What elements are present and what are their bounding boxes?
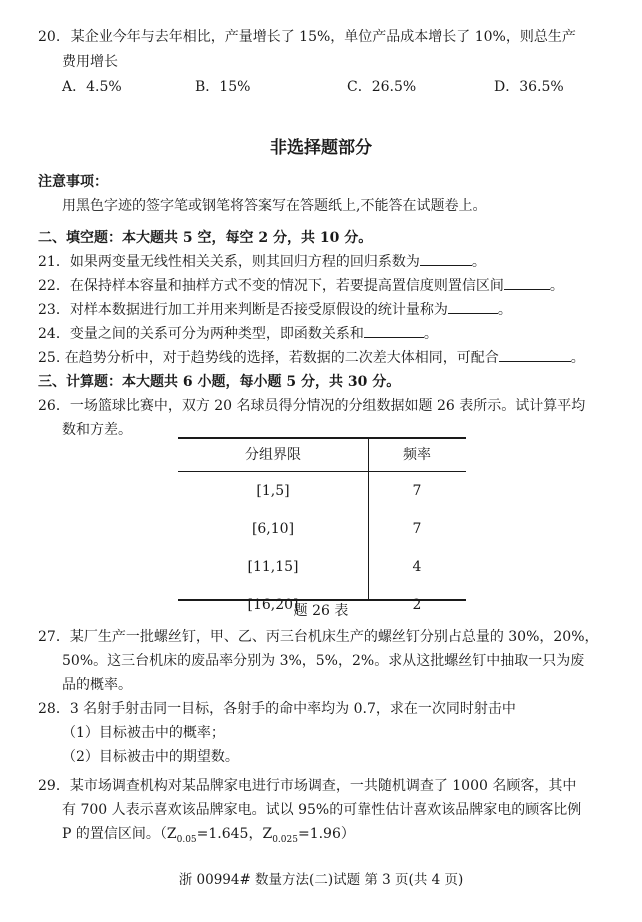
q28-sub1: （1）目标被击中的概率；	[62, 725, 225, 741]
q27-line2: 50%。这三台机床的废品率分别为 3%，5%，2%。求从这批螺丝钉中抽取一只为废	[62, 653, 585, 669]
table-cell-frequency: 7	[412, 521, 422, 537]
q26-line1: 26．一场篮球比赛中，双方 20 名球员得分情况的分组数据如题 26 表所示。试计算平均	[38, 398, 586, 414]
q21: 21．如果两变量无线性相关关系，则其回归方程的回归系数为 。	[38, 254, 486, 270]
notice-text: 用黑色字迹的签字笔或钢笔将答案写在答题纸上,不能答在试题卷上。	[62, 198, 487, 214]
q23-blank	[448, 301, 498, 314]
page-footer: 浙 00994# 数量方法(二)试题 第 3 页(共 4 页)	[178, 872, 464, 888]
q29-line2: 有 700 人表示喜欢该品牌家电。试以 95%的可靠性估计喜欢该品牌家电的顾客比例	[62, 802, 582, 818]
table-caption: 题 26 表	[293, 603, 349, 619]
q20-option-b: B．15%	[195, 79, 251, 95]
table-row	[178, 510, 466, 548]
q26-table	[178, 437, 466, 624]
table-header-frequency: 频率	[368, 437, 466, 472]
table-row	[178, 548, 466, 586]
q22: 22．在保持样本容量和抽样方式不变的情况下，若要提高置信度则置信区间 。	[38, 278, 564, 294]
table-header-row	[178, 437, 466, 472]
table-cell-group: [1,5]	[256, 483, 290, 499]
fill-in-heading: 二、填空题：本大题共 5 空，每空 2 分，共 10 分。	[38, 230, 373, 246]
q27-line3: 品的概率。	[62, 677, 132, 693]
q25-blank	[499, 349, 571, 362]
q20-line2: 费用增长	[62, 54, 118, 70]
section-title: 非选择题部分	[270, 138, 372, 158]
q26-line2: 数和方差。	[62, 422, 132, 438]
q22-blank	[504, 277, 550, 290]
q20-option-c: C．26.5%	[347, 79, 417, 95]
q28-sub2: （2）目标被击中的期望数。	[62, 749, 239, 765]
q20-option-a: A．4.5%	[62, 79, 122, 95]
table-cell-group: [16,20]	[247, 597, 299, 613]
q24: 24．变量之间的关系可分为两种类型，即函数关系和 。	[38, 326, 438, 342]
q20-line1: 20. 某企业今年与去年相比，产量增长了 15%，单位产品成本增长了 10%，则总生产	[38, 29, 576, 45]
table-cell-frequency: 2	[412, 597, 422, 613]
table-divider	[368, 437, 369, 601]
table-cell-frequency: 7	[412, 483, 422, 499]
q23: 23．对样本数据进行加工并用来判断是否接受原假设的统计量称为 。	[38, 302, 512, 318]
table-cell-group: [11,15]	[247, 559, 299, 575]
q29-line3: P 的置信区间。（$Z_{0.05}=1.645$，$Z_{0.025}=1.96$）	[62, 826, 355, 845]
table-row	[178, 472, 466, 511]
notice-heading: 注意事项：	[38, 174, 108, 190]
table-cell-group: [6,10]	[251, 521, 295, 537]
q20-option-d: D．36.5%	[494, 79, 564, 95]
q21-blank	[420, 253, 472, 266]
q24-blank	[364, 325, 424, 338]
table-cell-frequency: 4	[412, 559, 422, 575]
q28-line1: 28．3 名射手射击同一目标，各射手的命中率均为 0.7，求在一次同时射击中	[38, 701, 516, 717]
q27-line1: 27．某厂生产一批螺丝钉，甲、乙、丙三台机床生产的螺丝钉分别占总量的 30%，20%，	[38, 629, 599, 645]
table-header-group: 分组界限	[178, 437, 368, 472]
calc-heading: 三、计算题：本大题共 6 小题，每小题 5 分，共 30 分。	[38, 374, 401, 390]
q25: 25. 在趋势分析中，对于趋势线的选择，若数据的二次差大体相同，可配合 。	[38, 350, 585, 366]
q29-line1: 29．某市场调查机构对某品牌家电进行市场调查，一共随机调查了 1000 名顾客，其中	[38, 778, 577, 794]
